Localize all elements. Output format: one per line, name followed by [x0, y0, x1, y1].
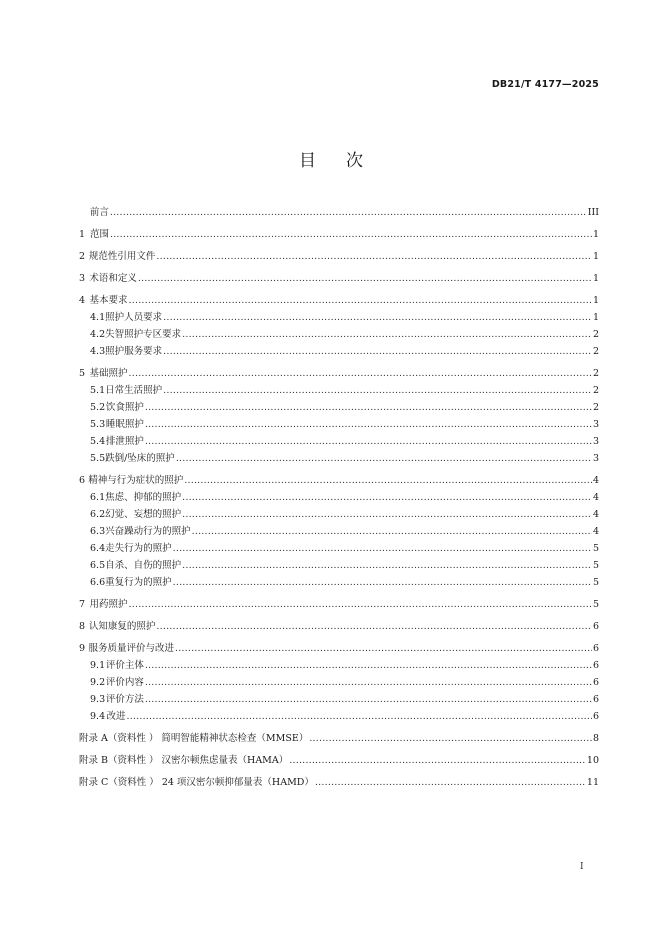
toc-dot-leader — [182, 509, 592, 520]
toc-dot-leader — [126, 711, 591, 722]
toc-entry[interactable] — [79, 574, 599, 591]
toc-entry-page: 6 — [592, 660, 599, 671]
toc-dot-leader — [192, 526, 592, 537]
toc-entry-page: 2 — [592, 368, 599, 379]
table-of-contents — [79, 204, 599, 791]
toc-entry-page: III — [587, 207, 599, 218]
toc-dot-leader — [173, 543, 592, 554]
document-code: DB21/T 4177—2025 — [491, 79, 599, 90]
toc-dot-leader — [145, 660, 592, 671]
toc-entry-number: 2 — [79, 251, 86, 262]
toc-entry-label: 评价内容 — [105, 677, 144, 688]
toc-dot-leader — [176, 453, 592, 464]
toc-entry-label: 睡眠照护 — [105, 419, 144, 430]
toc-entry-label: 幻觉、妄想的照护 — [105, 509, 182, 520]
toc-entry-page: 4 — [592, 509, 599, 520]
toc-dot-leader — [145, 419, 592, 430]
toc-entry-page: 2 — [592, 329, 599, 340]
toc-entry-label: 日常生活照护 — [105, 385, 163, 396]
toc-entry-label: 评价主体 — [105, 660, 144, 671]
toc-entry-page: 6 — [592, 621, 599, 632]
toc-dot-leader — [315, 777, 586, 788]
toc-entry[interactable] — [79, 450, 599, 467]
toc-entry[interactable] — [79, 226, 599, 243]
toc-dot-leader — [175, 643, 592, 654]
toc-entry[interactable] — [79, 472, 599, 489]
toc-entry[interactable] — [79, 309, 599, 326]
toc-entry[interactable] — [79, 433, 599, 450]
toc-entry[interactable] — [79, 540, 599, 557]
toc-entry-number: 9 — [79, 643, 86, 654]
toc-dot-leader — [156, 251, 592, 262]
toc-entry-number: 6.1 — [90, 492, 106, 503]
toc-entry-number: 6.2 — [90, 509, 106, 520]
page-number: I — [580, 862, 584, 872]
toc-entry-label: 用药照护 — [89, 599, 128, 610]
toc-entry-number: 5.3 — [90, 419, 106, 430]
toc-entry-label: 评价方法 — [105, 694, 144, 705]
toc-entry-page: 2 — [592, 385, 599, 396]
toc-entry-page: 6 — [592, 677, 599, 688]
toc-dot-leader — [110, 207, 587, 218]
toc-entry-label: 前言 — [89, 207, 109, 218]
toc-entry[interactable] — [79, 708, 599, 725]
toc-entry-number: 1 — [79, 229, 86, 240]
toc-entry-page: 2 — [592, 402, 599, 413]
toc-entry[interactable] — [79, 365, 599, 382]
toc-entry-label: 自杀、自伤的照护 — [105, 560, 182, 571]
toc-entry-label: 范围 — [89, 229, 109, 240]
toc-entry-page: 11 — [586, 777, 599, 788]
toc-dot-leader — [129, 368, 592, 379]
toc-dot-leader — [138, 273, 592, 284]
toc-entry-number: 9.3 — [90, 694, 106, 705]
toc-entry-number: 5.5 — [90, 453, 106, 464]
toc-dot-leader — [289, 755, 586, 766]
toc-entry-page: 10 — [586, 755, 599, 766]
toc-entry-label: 规范性引用文件 — [88, 251, 156, 262]
toc-entry-label: 认知康复的照护 — [88, 621, 156, 632]
toc-entry-label: 焦虑、抑郁的照护 — [105, 492, 182, 503]
toc-entry[interactable] — [79, 752, 599, 769]
toc-entry-number: 6.6 — [90, 577, 106, 588]
toc-entry-page: 5 — [592, 599, 599, 610]
toc-entry-page: 5 — [592, 543, 599, 554]
toc-entry-number: 9.4 — [90, 711, 106, 722]
toc-entry[interactable] — [79, 343, 599, 360]
toc-entry[interactable] — [79, 596, 599, 613]
toc-dot-leader — [110, 229, 592, 240]
toc-entry[interactable] — [79, 774, 599, 791]
toc-entry[interactable] — [79, 523, 599, 540]
toc-dot-leader — [182, 560, 592, 571]
toc-entry-number: 6.3 — [90, 526, 106, 537]
toc-entry-label: 基础照护 — [89, 368, 128, 379]
toc-entry-number: 7 — [79, 599, 86, 610]
toc-entry[interactable] — [79, 674, 599, 691]
toc-dot-leader — [184, 475, 592, 486]
toc-entry-label: 附录 B（资料性 ） 汉密尔顿焦虑量表（HAMA） — [79, 755, 289, 766]
toc-entry-page: 1 — [592, 251, 599, 262]
toc-entry[interactable] — [79, 691, 599, 708]
toc-dot-leader — [173, 577, 592, 588]
toc-dot-leader — [129, 599, 592, 610]
toc-entry-label: 兴奋躁动行为的照护 — [105, 526, 191, 537]
toc-dot-leader — [182, 492, 592, 503]
toc-dot-leader — [145, 677, 592, 688]
toc-entry-number: 4.2 — [90, 329, 106, 340]
toc-entry-label: 重复行为的照护 — [105, 577, 172, 588]
toc-entry-label: 精神与行为症状的照护 — [88, 475, 184, 486]
toc-entry[interactable] — [79, 399, 599, 416]
toc-entry[interactable] — [79, 657, 599, 674]
toc-entry-page: 3 — [592, 419, 599, 430]
toc-entry-number: 9.2 — [90, 677, 106, 688]
toc-entry-number: 6.4 — [90, 543, 106, 554]
toc-entry[interactable] — [79, 618, 599, 635]
toc-entry-label: 附录 C（资料性 ） 24 项汉密尔顿抑郁量表（HAMD） — [79, 777, 314, 788]
toc-dot-leader — [145, 402, 592, 413]
toc-entry-number: 3 — [79, 273, 86, 284]
toc-entry-number: 6 — [79, 475, 86, 486]
toc-entry-label: 改进 — [106, 711, 126, 722]
toc-entry-number: 5.1 — [90, 385, 106, 396]
toc-entry[interactable] — [79, 506, 599, 523]
toc-entry-page: 6 — [592, 711, 599, 722]
toc-entry-page: 1 — [592, 273, 599, 284]
page-title: 目次 — [299, 151, 393, 171]
toc-entry-label: 基本要求 — [89, 295, 128, 306]
toc-entry[interactable] — [79, 557, 599, 574]
toc-entry-number: 9.1 — [90, 660, 106, 671]
toc-entry[interactable] — [79, 270, 599, 287]
toc-entry-page: 6 — [592, 694, 599, 705]
toc-entry-page: 4 — [592, 526, 599, 537]
toc-entry-label: 照护人员要求 — [105, 312, 163, 323]
toc-dot-leader — [182, 329, 592, 340]
toc-entry-number: 6.5 — [90, 560, 106, 571]
toc-dot-leader — [145, 694, 592, 705]
toc-entry-label: 服务质量评价与改进 — [88, 643, 174, 654]
toc-dot-leader — [163, 385, 592, 396]
toc-entry-number: 5 — [79, 368, 86, 379]
toc-entry-number: 8 — [79, 621, 86, 632]
toc-entry[interactable] — [79, 489, 599, 506]
toc-entry[interactable] — [79, 382, 599, 399]
toc-entry-page: 2 — [592, 346, 599, 357]
toc-entry-page: 6 — [592, 643, 599, 654]
toc-entry-label: 失智照护专区要求 — [105, 329, 182, 340]
toc-dot-leader — [156, 621, 592, 632]
toc-entry[interactable] — [79, 416, 599, 433]
toc-entry-page: 5 — [592, 577, 599, 588]
toc-dot-leader — [309, 733, 592, 744]
toc-dot-leader — [163, 346, 592, 357]
toc-entry-page: 5 — [592, 560, 599, 571]
toc-entry[interactable] — [79, 326, 599, 343]
toc-entry-label: 附录 A（资料性 ） 简明智能精神状态检查（MMSE） — [79, 733, 309, 744]
toc-dot-leader — [145, 436, 592, 447]
toc-entry-page: 1 — [592, 229, 599, 240]
toc-entry-label: 饮食照护 — [105, 402, 144, 413]
toc-entry-label: 排泄照护 — [105, 436, 144, 447]
toc-entry-label: 术语和定义 — [89, 273, 137, 284]
toc-entry-page: 1 — [592, 295, 599, 306]
toc-entry-number: 4.3 — [90, 346, 106, 357]
toc-entry[interactable] — [79, 730, 599, 747]
toc-entry-number: 4 — [79, 295, 86, 306]
toc-entry-page: 3 — [592, 453, 599, 464]
toc-entry-number: 5.2 — [90, 402, 106, 413]
toc-entry-label: 跌倒/坠床的照护 — [105, 453, 175, 464]
toc-dot-leader — [129, 295, 592, 306]
toc-entry-page: 3 — [592, 436, 599, 447]
toc-entry-label: 走失行为的照护 — [105, 543, 172, 554]
toc-entry[interactable] — [79, 248, 599, 265]
toc-entry[interactable] — [79, 640, 599, 657]
toc-entry[interactable] — [79, 204, 599, 221]
toc-dot-leader — [163, 312, 592, 323]
toc-entry-number: 5.4 — [90, 436, 106, 447]
toc-entry[interactable] — [79, 292, 599, 309]
toc-entry-number: 4.1 — [90, 312, 106, 323]
toc-entry-page: 4 — [592, 475, 599, 486]
toc-entry-page: 1 — [592, 312, 599, 323]
toc-entry-page: 8 — [592, 733, 599, 744]
toc-entry-page: 4 — [592, 492, 599, 503]
toc-entry-label: 照护服务要求 — [105, 346, 163, 357]
